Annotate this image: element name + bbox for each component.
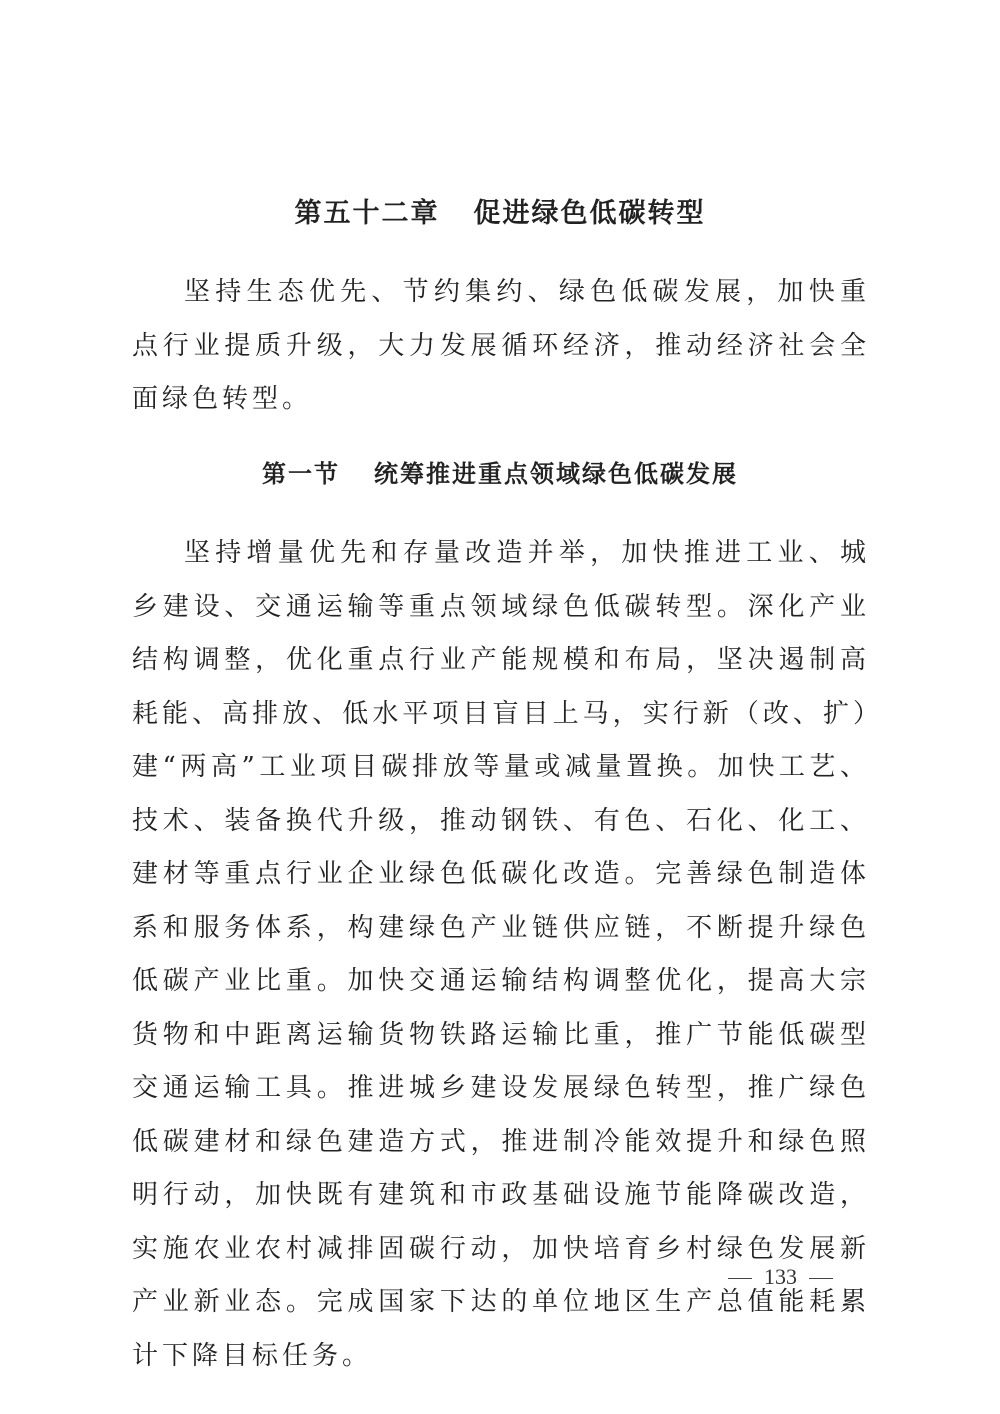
footer-dash-left [728,1278,752,1279]
chapter-intro-paragraph: 坚持生态优先、节约集约、绿色低碳发展，加快重点行业提质升级，大力发展循环经济，推动经济社会全面绿色转型。 [132,277,870,414]
chapter-number: 第五十二章 [294,198,440,229]
section-title: 统筹推进重点领域绿色低碳发展 [374,460,738,488]
chapter-title: 促进绿色低碳转型 [473,198,706,229]
section-number: 第一节 [262,460,340,488]
page-footer [728,1262,858,1292]
footer-dash-right [809,1278,833,1279]
section-body-paragraph: 坚持增量优先和存量改造并举，加快推进工业、城乡建设、交通运输等重点领域绿色低碳转型。深化产业结构调整，优化重点行业产能规模和布局，坚决遏制高耗能、高排放、低水平项目盲目上马，实行新（改、扩）建“两高”工业项目碳排放等量或减量置换。加快工艺、技术、装备换代升级，推动钢铁、有色、石化、化工、建材等重点行业企业绿色低碳化改造。完善绿色制造体系和服务体系，构建绿色产业链供应链，不断提升绿色低碳产业比重。加快交通运输结构调整优化，提高大宗货物和中距离运输货物铁路运输比重，推广节能低碳型交通运输工具。推进城乡建设发展绿色转型，推广绿色低碳建材和绿色建造方式，推进制冷能效提升和绿色照明行动，加快既有建筑和市政基础设施节能降碳改造，实施农业农村减排固碳行动，加快培育乡村绿色发展新产业新业态。完成国家下达的单位地区生产总值能耗累计下降目标任务。 [132,538,870,1371]
section-heading [0,457,1000,491]
chapter-heading [0,196,1000,232]
page-number: 133 [764,1264,797,1289]
